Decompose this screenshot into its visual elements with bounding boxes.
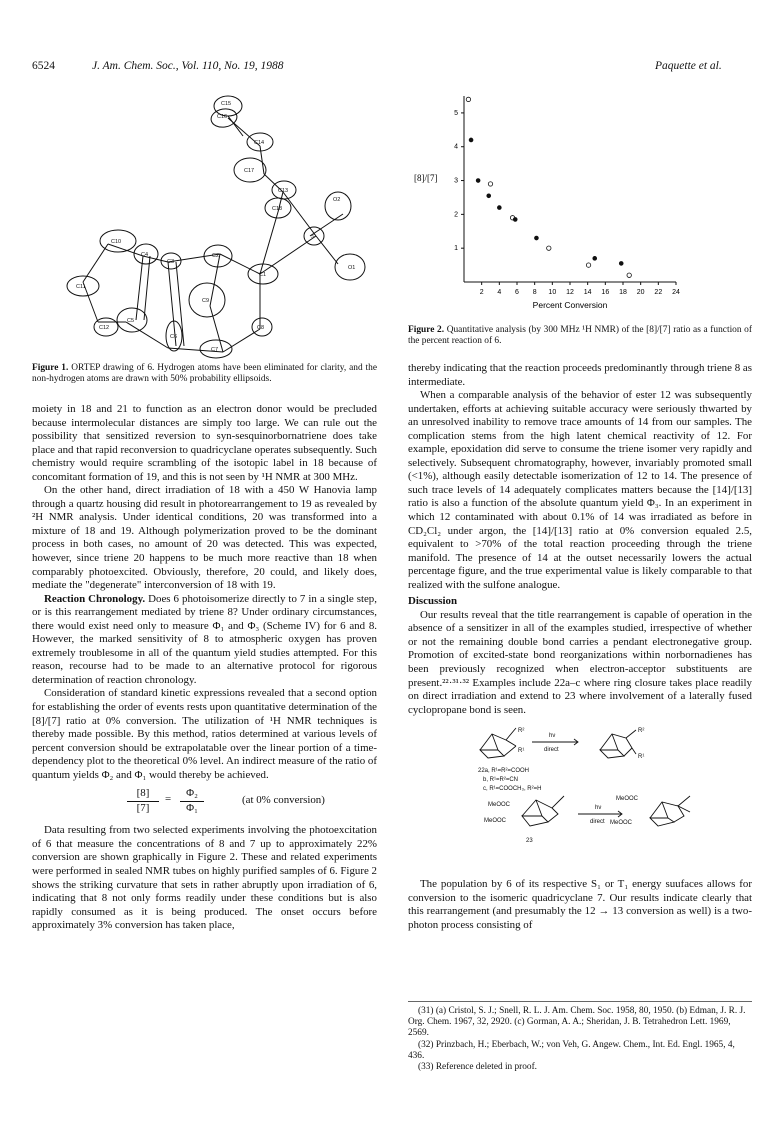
x-tick-label: 22 [654, 289, 663, 296]
y-tick-label: 3 [454, 177, 458, 185]
paragraph: The population by 6 of its respective S₁ or T₁ energy suufaces allows for conversion to the isomeric quadricyclane 7. Our results indicate clearly that this rearrangement (and presumably the 12 → 13 conversion as well) is a two-photon process consisting of [408, 878, 752, 931]
data-point-filled [469, 138, 473, 142]
atom-label: C16 [217, 114, 228, 120]
scheme-label-c: c, R¹=COOCH₃, R²=H [483, 786, 542, 792]
x-tick-label: 24 [672, 289, 680, 296]
atom-label: O2 [333, 197, 341, 203]
x-tick-label: 16 [601, 289, 610, 296]
y-tick-label: 4 [454, 143, 458, 151]
scheme-meooc: MeOOC [616, 796, 639, 802]
x-tick-label: 18 [619, 289, 627, 296]
y-axis-label: [8]/[7] [414, 173, 438, 183]
footnote-31: (31) (a) Cristol, S. J.; Snell, R. L. J. Am. Chem. Soc. 1958, 80, 1950. (b) Edman, J. R. J. Org. Chem. 1967, 32, 2920. (c) Gorman, A. A.; Sheridan, J. B. Tetrahedron Lett. 1969, 2569. [408, 1006, 746, 1039]
figure2-caption-text: Quantitative analysis (by 300 MHz ¹H NMR) of the [8]/[7] ratio as a function of the percent reaction of 6. [408, 325, 752, 347]
right-column-bottom [408, 878, 752, 932]
atom-label: C12 [99, 325, 110, 331]
eq-rhs-numerator: Φ₂ [180, 787, 204, 802]
scheme-direct: direct [544, 747, 559, 753]
x-tick-label: 12 [566, 289, 574, 296]
data-point-filled [535, 236, 539, 240]
figure2-caption [408, 325, 752, 348]
paragraph: When a comparable analysis of the behavior of ester 12 was subsequently undertaken, efforts at achieving suitable accuracy were seriously thwarted by an unresolved inability to remove trace amounts of 14 from our samples. The complication stems from the high latent chemical reactivity of 12. For example, epoxidation did serve to consume the triene isomer very rapidly and selectively. Subsequent chromatography, however, invariably promoted small (<1%), although easily detectable isomerization of 12 to 14. The presence of such trace levels of 14 adequately complicates matters because the [14]/[13] ratio is also a function of the absolute quantum yield Φ₃. In an experiment in which 12 contaminated with about 0.1% of 14 was irradiated as before in CD₂Cl₂ under argon, the [14]/[13] ratio at 0% conversion equaled 2.5, equivalent to >70% of the total reaction proceeding through the triene manifold. The presence of 14 at the outset necessarily lowers the actual percentage figure, and the true experimental value is likely comparable to that realized with the sulfone analogue. [408, 389, 752, 591]
scheme-meooc: MeOOC [610, 820, 633, 826]
scheme-r1: R¹ [638, 754, 645, 760]
atom-label: O1 [348, 265, 356, 271]
paragraph [32, 593, 377, 688]
eq-numerator: [8] [127, 787, 159, 802]
atom-label: C14 [254, 140, 265, 146]
atom-label: C1 [259, 272, 267, 278]
data-point-open [488, 182, 492, 186]
atom-label: C4 [141, 252, 149, 258]
scheme-r2: R² [518, 728, 525, 734]
scheme-meooc: MeOOC [484, 818, 507, 824]
section-heading: Discussion [408, 595, 458, 608]
data-point-filled [513, 218, 517, 222]
paragraph: On the other hand, direct irradiation of 18 with a 450 W Hanovia lamp through a quartz housing did result in photorearrangement to 19 as revealed by ²H NMR analysis. Under identical conditions, 20 was transformed into a mixture of 18 and 19. Although polymerization proved to be the dominant process in both cases, no amount of 20 was detected. This was expected, however, since triene 20 happens to be much more reactive than 18 when comparably photoexcited. Obviously, therefore, 20 could, and likely does, mediate the "degenerate" interconversion of 18 with 19. [32, 484, 377, 592]
scheme-compound-23: 23 [526, 838, 533, 844]
figure1-caption [32, 363, 377, 386]
figure2-chart [410, 82, 710, 322]
paragraph: Our results reveal that the title rearrangement is capable of operation in the absence of a sensitizer in all of the examples studied, irrespective of whether or not the remaining double bond carries a pendant electronegative group. Promotion of excited-state bond reorganizations within norbornadienes has been previously recognized when electron-acceptor substituents are present.²²·³¹·³² Examples include 22a–c where ring closure takes place readily on direct irradiation and extend to 23 where involvement of a laterally fused cyclopropane bond is seen. [408, 608, 752, 716]
paragraph: moiety in 18 and 21 to function as an electron donor would be precluded because intermolecular distances are simply too large. We can rule out the possibility that sensitized reversion to syn-sesquinorbornatriene does take place and that rapid reconversion to quadricyclane operates subsequently. Such chemistry would require scrambling of the isotopic label in 18 because of concomitant formation of 19, and this is not seen by ¹H NMR at 300 MHz. [32, 403, 377, 483]
scheme-r1: R¹ [518, 748, 525, 754]
atom-label: C15 [221, 101, 232, 107]
equation: $\frac{[8]}{[7]}$ = $\frac{\text{Φ₂}}{\text{Φ₁}}$ (at 0% conversion) [32, 782, 377, 824]
data-point-filled [619, 262, 623, 266]
paragraph-text: Does 6 photoisomerize directly to 7 in a single step, or is this rearrangement mediated by triene 8? Under ordinary circumstances, there would exist need only to measure Φ₁ and Φ₃ (Scheme IV) for 6 and 8. However, the marked sensitivity of 8 to atmospheric oxygen has proven extremely troublesome in all of the quantum yield studies attempted. For this reason, recourse had to be made to an alternative protocol for rigorous determination of reaction chronology. [32, 592, 377, 686]
page-number: 6524 [32, 60, 55, 72]
eq-denominator: [7] [136, 801, 150, 814]
atom-label: C2 [212, 253, 220, 259]
paragraph: thereby indicating that the reaction proceeds predominantly through triene 8 as intermediate. [408, 362, 752, 388]
scheme-label-a: 22a, R¹=R²=COOH [478, 768, 530, 774]
atom-label: C13 [278, 188, 289, 194]
footnotes [408, 1006, 752, 1073]
paragraph: Consideration of standard kinetic expressions revealed that a second option for establishing the order of events rests upon quantitative determination of the [8]/[7] ratio at 0% conversion. The utilization of ¹H NMR techniques is thereby made possible. By this method, ratios determined at various levels of percent conversion should be extrapolatable over the linear portion of a time-dependency plot to the theoretical 0% level. An indirect measure of the ratio of quantum yields Φ₂ and Φ₁ would thereby be achieved. [32, 687, 377, 781]
atom-label: C3 [167, 259, 175, 265]
eq-rhs-denominator: Φ₁ [186, 801, 198, 814]
atom-label: C17 [244, 168, 255, 174]
run-in-heading: Reaction Chronology. [44, 592, 146, 605]
scheme-r2: R² [638, 728, 645, 734]
footnote-33: (33) Reference deleted in proof. [418, 1062, 537, 1073]
data-point-filled [497, 206, 501, 210]
x-tick-label: 14 [583, 289, 592, 296]
atom-label: C18 [272, 206, 283, 212]
atom-label: C7 [211, 347, 219, 353]
atom-label: C9 [202, 298, 210, 304]
scheme-hv: hν [549, 733, 556, 739]
x-tick-label: 6 [515, 289, 519, 296]
atom-label: C10 [111, 239, 122, 245]
y-tick-label: 2 [454, 211, 458, 219]
atom-label: C5 [127, 318, 135, 324]
journal-title: J. Am. Chem. Soc., Vol. 110, No. 19, 1988 [92, 60, 284, 72]
atom-label: C11 [76, 284, 86, 290]
atom-label: S [311, 234, 315, 240]
footnote-32: (32) Prinzbach, H.; Eberbach, W.; von Veh, G. Angew. Chem., Int. Ed. Engl. 1965, 4, 436. [408, 1039, 735, 1061]
ortep-drawing [28, 84, 388, 384]
scheme-direct: direct [590, 819, 605, 825]
data-point-filled [476, 179, 480, 183]
scheme-meooc: MeOOC [488, 802, 511, 808]
right-column-top [408, 362, 752, 717]
data-point-open [466, 97, 470, 101]
data-point-filled [593, 256, 597, 260]
figure2-label: Figure 2. [408, 325, 445, 335]
x-tick-label: 2 [479, 289, 484, 296]
x-tick-label: 10 [548, 289, 557, 296]
running-authors: Paquette et al. [655, 60, 722, 72]
data-point-open [547, 246, 551, 250]
data-point-open [586, 263, 590, 267]
reaction-scheme [460, 722, 700, 867]
x-tick-label: 8 [532, 289, 537, 296]
x-tick-label: 20 [636, 289, 645, 296]
y-tick-label: 1 [454, 245, 458, 253]
y-tick-label: 5 [454, 109, 458, 117]
scheme-hv: hν [595, 805, 602, 811]
left-column [32, 403, 377, 933]
x-axis-label: Percent Conversion [532, 300, 608, 310]
data-point-open [627, 273, 631, 277]
data-point-filled [487, 194, 491, 198]
x-tick-label: 4 [497, 289, 502, 296]
figure1-caption-text: ORTEP drawing of 6. Hydrogen atoms have been eliminated for clarity, and the non-hydrogen atoms are drawn with 50% probability ellipsoids. [32, 363, 378, 385]
paragraph: Data resulting from two selected experiments involving the photoexcitation of 6 that measure the concentrations of 8 and 7 up to approximately 22% conversion are shown graphically in Figure 2. These and related experiments were performed in sealed NMR tubes on highly purified samples of 6. Figure 2 shows the striking curvature that sets in rather abruptly upon irradiation of 6, indicating that 8 not only forms readily under these conditions but is also rapidly consumed as it is being produced. The onset occurs before approximately 3% conversion has taken place, [32, 824, 377, 932]
atom-label: C8 [257, 325, 265, 331]
scheme-label-b: b, R¹=R²=CN [483, 777, 519, 783]
atom-label: C6 [170, 334, 178, 340]
figure1-label: Figure 1. [32, 363, 69, 373]
eq-note: (at 0% conversion) [242, 794, 325, 807]
